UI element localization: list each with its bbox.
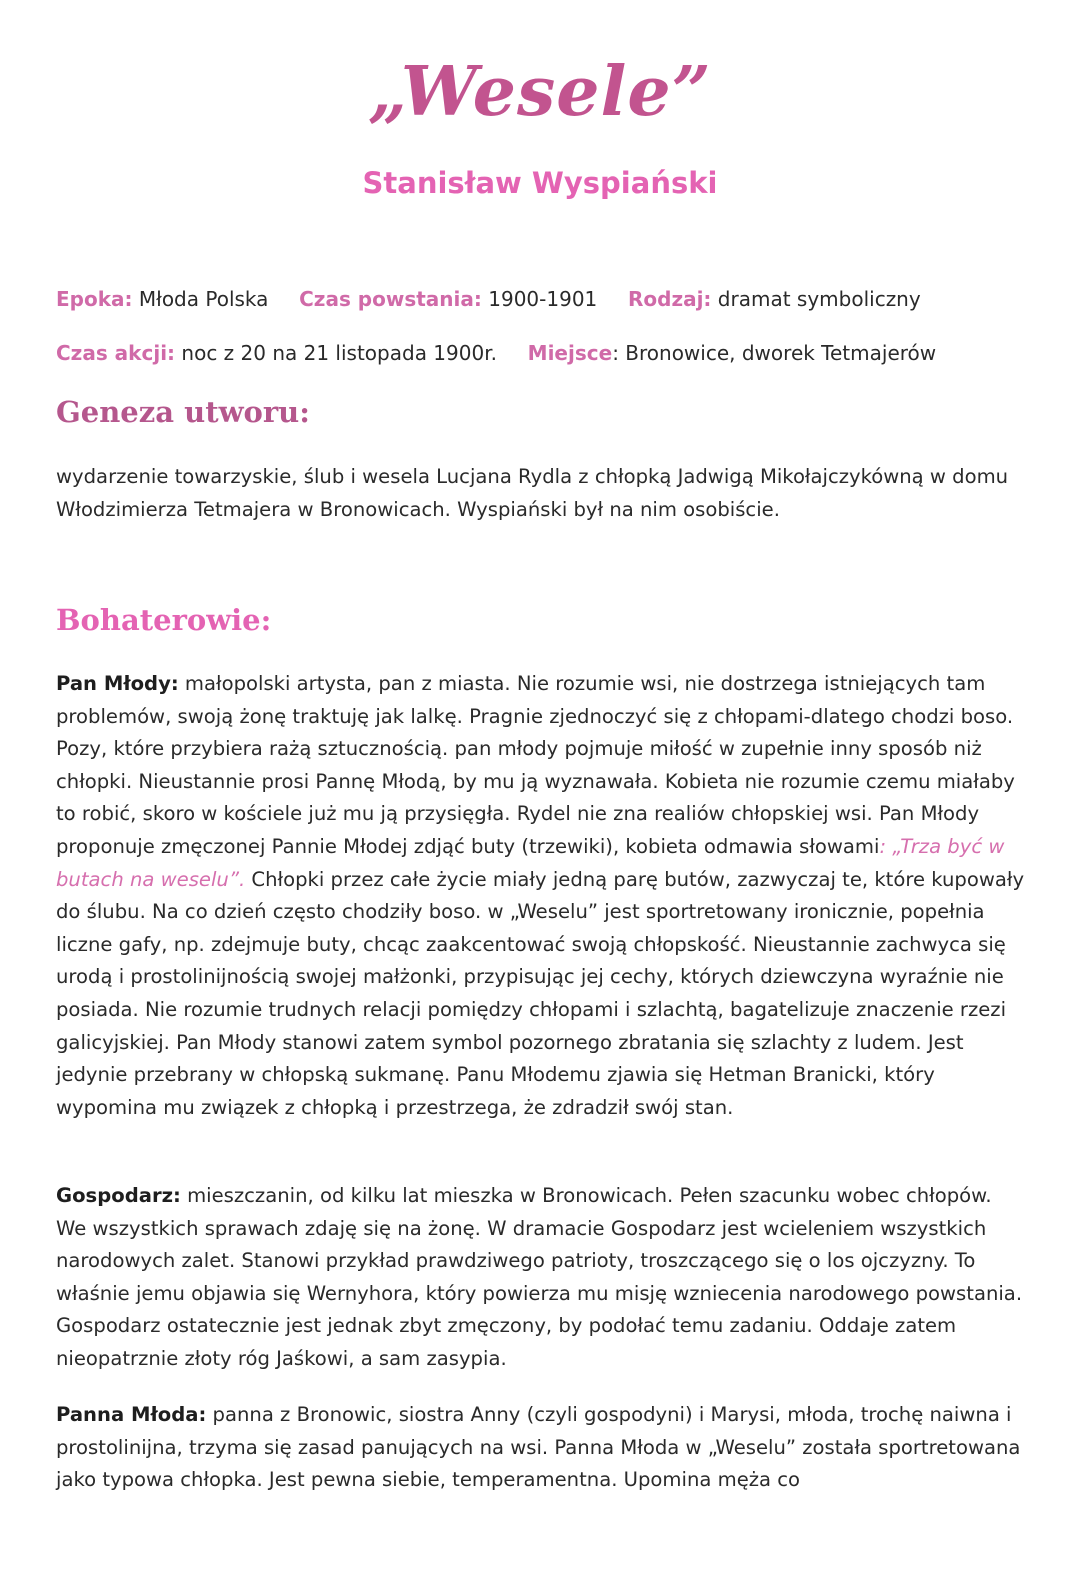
- bohaterowie-heading: Bohaterowie:: [56, 603, 272, 637]
- rodzaj-value: dramat symboliczny: [717, 287, 921, 311]
- miejsce-label: Miejsce: [527, 341, 613, 365]
- document-title: „Wesele”: [368, 52, 712, 132]
- author-name: Stanisław Wyspiański: [362, 166, 718, 200]
- pan-mlody-text-a: małopolski artysta, pan z miasta. Nie rozumie wsi, nie dostrzega istniejących tam problemów, swoją żonę traktuję jak lalkę. Pragnie zjednoczyć się z chłopami-dlatego chodzi boso. Pozy, które przybiera rażą sztucznością. pan młody pojmuje miłość w zupełnie inny sposób niż chłopki. Nieustannie prosi Pannę Młodą, by mu ją wyznawała. Kobieta nie rozumie czemu miałaby to robić, skoro w kościele już mu ją przysięgła. Rydel nie zna realiów chłopskiej wsi. Pan Młody proponuje zmęczonej Pannie Młodej zdjąć buty (trzewiki), kobieta odmawia słowami: [56, 672, 1015, 858]
- epoka-value: Młoda Polska: [138, 287, 269, 311]
- panna-mloda-text: panna z Bronowic, siostra Anny (czyli gospodyni) i Marysi, młoda, trochę naiwna i prostolinijna, trzyma się zasad panujących na wsi. Panna Młoda w „Weselu” została sportretowana jako typowa chłopka. Jest pewna siebie, temperamentna. Upomina męża co: [56, 1403, 1021, 1492]
- czas-powstania-label: Czas powstania:: [299, 287, 482, 311]
- gospodarz-name: Gospodarz:: [56, 1184, 181, 1207]
- geneza-heading: Geneza utworu:: [56, 395, 310, 429]
- epoka-label: Epoka:: [56, 287, 133, 311]
- pan-mlody-name: Pan Młody:: [56, 672, 179, 695]
- pan-mlody-paragraph: [56, 668, 1026, 1124]
- pan-mlody-text-b: Chłopki przez całe życie miały jedną parę butów, zazwyczaj te, które kupowały do ślubu. Na co dzień często chodziły boso. w „Weselu” jest sportretowany ironicznie, popełnia liczne gafy, np. zdejmuje buty, chcąc zaakcentować swoją chłopskość. Nieustannie zachwyca się urodą i prostolinijnością swojej małżonki, przypisując jej cechy, których dziewczyna wyraźnie nie posiada. Nie rozumie trudnych relacji pomiędzy chłopami i szlachtą, bagatelizuje znaczenie rzezi galicyjskiej. Pan Młody stanowi zatem symbol pozornego zbratania się szlachty z ludem. Jest jedynie przebrany w chłopską sukmanę. Panu Młodemu zjawia się Hetman Branicki, który wypomina mu związek z chłopką i przestrzega, że zdradził swój stan.: [56, 867, 1025, 1119]
- gospodarz-paragraph: [56, 1180, 1026, 1376]
- rodzaj-label: Rodzaj:: [627, 287, 712, 311]
- panna-mloda-paragraph: [56, 1399, 1026, 1497]
- gospodarz-text: mieszczanin, od kilku lat mieszka w Bronowicach. Pełen szacunku wobec chłopów. We wszystkich sprawach zdaję się na żonę. W dramacie Gospodarz jest wcieleniem wszystkich narodowych zalet. Stanowi przykład prawdziwego patrioty, troszczącego się o los ojczyzny. To właśnie jemu objawia się Wernyhora, który powierza mu misję wzniecenia narodowego powstania. Gospodarz ostatecznie jest jednak zbyt zmęczony, by podołać temu zadaniu. Oddaje zatem nieopatrznie złoty róg Jaśkowi, a sam zasypia.: [56, 1184, 1023, 1370]
- czas-akcji-label: Czas akcji:: [56, 341, 176, 365]
- pan-mlody-quote: : „Trza być w butach na weselu”.: [56, 834, 1005, 891]
- meta-row-2: [56, 341, 936, 365]
- czas-powstania-value: 1900-1901: [488, 287, 598, 311]
- meta-row-1: [56, 287, 921, 311]
- panna-mloda-name: Panna Młoda:: [56, 1403, 207, 1426]
- miejsce-value: : Bronowice, dworek Tetmajerów: [612, 341, 937, 365]
- geneza-text: wydarzenie towarzyskie, ślub i wesela Lucjana Rydla z chłopką Jadwigą Mikołajczykówną w domu Włodzimierza Tetmajera w Bronowicach. Wyspiański był na nim osobiście.: [56, 465, 1009, 521]
- czas-akcji-value: noc z 20 na 21 listopada 1900r.: [181, 341, 497, 365]
